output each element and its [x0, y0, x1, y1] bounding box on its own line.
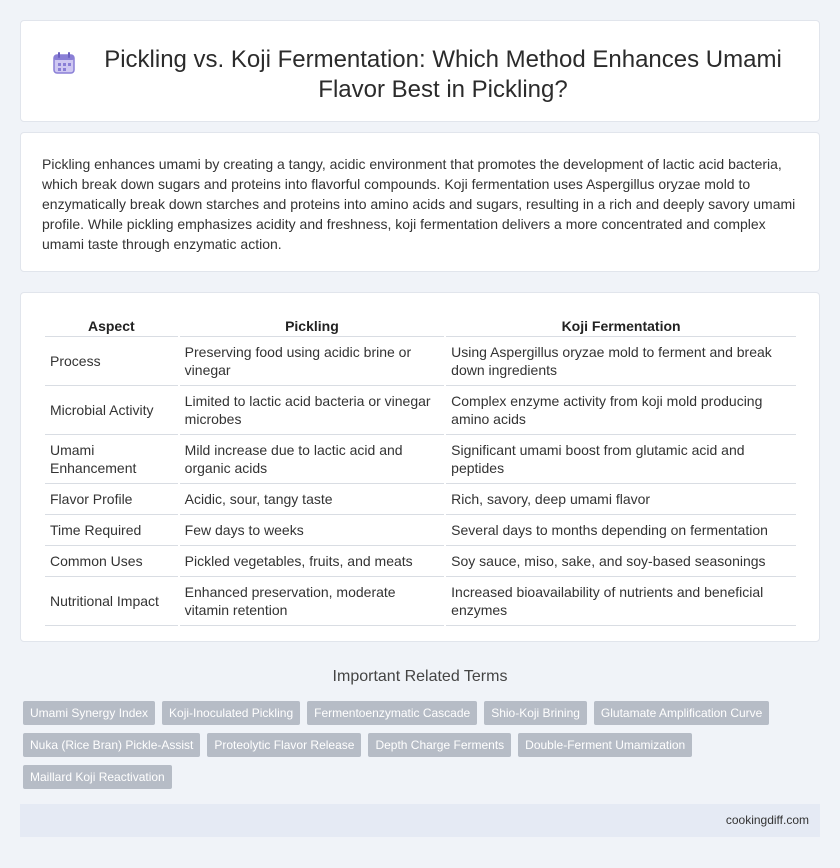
row-pickling: Pickled vegetables, fruits, and meats: [180, 546, 444, 577]
table-row: [45, 546, 796, 577]
related-term-tag[interactable]: Koji-Inoculated Pickling: [162, 701, 300, 725]
row-koji: Increased bioavailability of nutrients and beneficial enzymes: [446, 577, 796, 626]
row-koji: Several days to months depending on fermentation: [446, 515, 796, 546]
row-koji: Significant umami boost from glutamic acid and peptides: [446, 435, 796, 484]
row-aspect: Process: [45, 337, 178, 386]
related-term-tag[interactable]: Double-Ferment Umamization: [518, 733, 692, 757]
row-pickling: Enhanced preservation, moderate vitamin retention: [180, 577, 444, 626]
table-row: [45, 484, 796, 515]
comparison-card: [20, 292, 820, 642]
row-aspect: Flavor Profile: [45, 484, 178, 515]
calendar-icon: [51, 50, 77, 76]
row-aspect: Umami Enhancement: [45, 435, 178, 484]
header-pickling: Pickling: [180, 313, 444, 337]
related-term-tag[interactable]: Umami Synergy Index: [23, 701, 155, 725]
table-header-row: [45, 313, 796, 337]
row-aspect: Time Required: [45, 515, 178, 546]
row-aspect: Common Uses: [45, 546, 178, 577]
row-koji: Complex enzyme activity from koji mold producing amino acids: [446, 386, 796, 435]
related-term-tag[interactable]: Maillard Koji Reactivation: [23, 765, 172, 789]
intro-card: [20, 132, 820, 272]
footer: [20, 804, 820, 837]
table-row: [45, 386, 796, 435]
related-term-tag[interactable]: Fermentoenzymatic Cascade: [307, 701, 477, 725]
header-aspect: Aspect: [45, 313, 178, 337]
related-terms-title: Important Related Terms: [332, 668, 508, 685]
table-row: [45, 337, 796, 386]
row-koji: Rich, savory, deep umami flavor: [446, 484, 796, 515]
related-term-tag[interactable]: Shio-Koji Brining: [484, 701, 587, 725]
related-terms-list: [23, 701, 803, 797]
footer-site-link[interactable]: cookingdiff.com: [725, 813, 809, 827]
table-row: [45, 515, 796, 546]
related-term-tag[interactable]: Nuka (Rice Bran) Pickle-Assist: [23, 733, 200, 757]
related-term-tag[interactable]: Depth Charge Ferments: [368, 733, 511, 757]
row-pickling: Limited to lactic acid bacteria or vinegar microbes: [180, 386, 444, 435]
row-koji: Soy sauce, miso, sake, and soy-based seasonings: [446, 546, 796, 577]
comparison-table: [43, 313, 798, 626]
row-aspect: Microbial Activity: [45, 386, 178, 435]
row-koji: Using Aspergillus oryzae mold to ferment and break down ingredients: [446, 337, 796, 386]
page-title: Pickling vs. Koji Fermentation: Which Method Enhances Umami Flavor Best in Pickling?: [104, 46, 782, 103]
intro-paragraph: Pickling enhances umami by creating a tangy, acidic environment that promotes the development of lactic acid bacteria, which break down sugars and proteins into flavorful compounds. Koji fermentation uses Aspergillus oryzae mold to enzymatically break down starches and proteins into amino acids and sugars, resulting in a rich and deeply savory umami profile. While pickling emphasizes acidity and freshness, koji fermentation delivers a more concentrated and complex umami taste through enzymatic action.: [42, 156, 796, 252]
title-card: [20, 20, 820, 122]
row-aspect: Nutritional Impact: [45, 577, 178, 626]
table-row: [45, 435, 796, 484]
row-pickling: Few days to weeks: [180, 515, 444, 546]
row-pickling: Acidic, sour, tangy taste: [180, 484, 444, 515]
related-term-tag[interactable]: Proteolytic Flavor Release: [207, 733, 361, 757]
table-row: [45, 577, 796, 626]
row-pickling: Preserving food using acidic brine or vinegar: [180, 337, 444, 386]
related-term-tag[interactable]: Glutamate Amplification Curve: [594, 701, 769, 725]
header-koji: Koji Fermentation: [446, 313, 796, 337]
row-pickling: Mild increase due to lactic acid and organic acids: [180, 435, 444, 484]
